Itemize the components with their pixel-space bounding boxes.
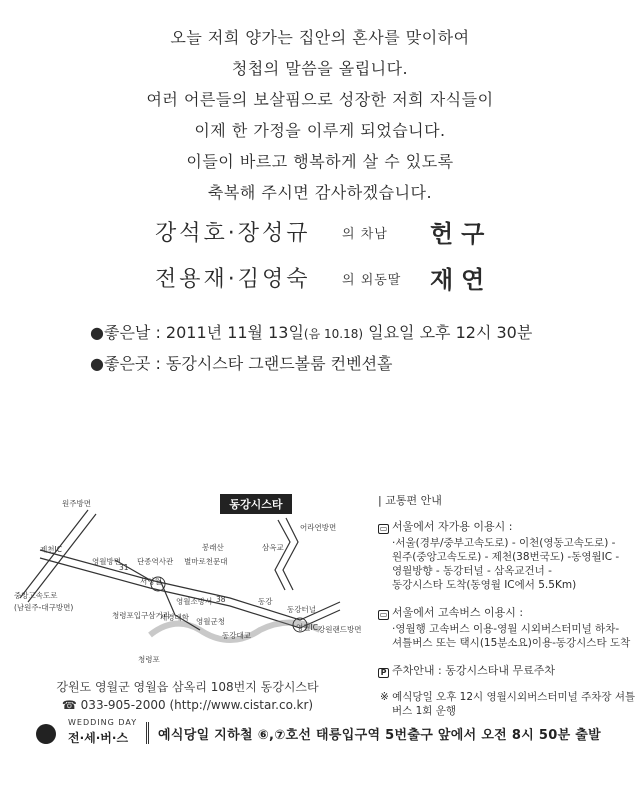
shuttle-note: ※ 예식당일 오후 12시 영월시외버스터미널 주차장 셔틀버스 1회 운행 <box>380 691 636 717</box>
date-label: 좋은날 : 2011년 11월 13일 <box>104 323 304 342</box>
map-label: 청령포 <box>138 655 160 664</box>
greeting-line: 이제 한 가정을 이루게 되었습니다. <box>194 121 446 140</box>
car-line: 동강시스타 도착(동영월 IC에서 5.5Km) <box>392 579 577 591</box>
bus-section <box>378 604 640 650</box>
parking-section <box>378 662 640 678</box>
bride-parents: 전용재·김영숙 <box>155 267 311 292</box>
greeting-line: 이들이 바르고 행복하게 살 수 있도록 <box>186 152 454 171</box>
map-label: 영월방면 <box>92 557 121 566</box>
bus-head <box>378 604 640 620</box>
map-label: 동강대교 <box>222 631 251 640</box>
bullet-icon: ● <box>90 354 104 373</box>
highway-2 <box>28 514 96 602</box>
divider <box>146 722 149 744</box>
venue-label: 동강시스타 <box>229 498 283 511</box>
map-label: 청령포입구삼거리 <box>112 611 170 620</box>
highway-1 <box>20 510 88 598</box>
map-label: 서영월 <box>140 577 162 586</box>
car-head <box>378 518 640 534</box>
map-label: 동강터널 <box>287 605 316 614</box>
map-label: 강원랜드방면 <box>318 625 362 634</box>
map-label: 세경대학 <box>160 613 189 622</box>
map-label: 영월IC <box>296 623 318 632</box>
parking-text: 주차안내 : 동강시스타내 무료주차 <box>392 664 555 677</box>
map-label: 어라연방면 <box>300 523 337 532</box>
greeting-message <box>0 22 640 208</box>
transport-guide <box>378 492 640 718</box>
bride-relation: 의 외동딸 <box>342 273 402 288</box>
bus-head-text: 서울에서 고속버스 이용시 : <box>392 606 524 619</box>
map-label: 영월군청 <box>196 617 225 626</box>
sun-logo-icon <box>36 724 56 744</box>
car-icon: ▭ <box>379 524 388 533</box>
charter-bus-banner <box>36 718 616 748</box>
groom-relation: 의 차남 <box>342 227 388 242</box>
event-info <box>90 318 532 378</box>
bride-name: 재연 <box>430 266 493 294</box>
date-lunar: (음 10.18) <box>303 327 364 341</box>
map-label: 원주방면 <box>62 499 91 508</box>
map-label: 단종역사관 <box>137 557 174 566</box>
bus-icon: ▭ <box>379 610 388 619</box>
map-label: 봉래산 <box>202 543 224 552</box>
greeting-line: 여러 어른들의 보살핌으로 성장한 저희 자식들이 <box>146 90 494 109</box>
car-line: 영월방향 - 동강터널 - 삼옥교건너 - <box>392 565 552 577</box>
car-section <box>378 518 640 592</box>
bus-line: 셔틀버스 또는 택시(15분소요)이용-동강시스타 도착 <box>392 637 631 649</box>
venue-contact: ☎ 033-905-2000 (http://www.cistar.co.kr) <box>61 698 314 712</box>
car-line: 원주(중앙고속도로) - 제천(38번국도) -동영월IC - <box>392 551 620 563</box>
place-label: 좋은곳 : 동강시스타 그랜드볼룸 컨벤션홀 <box>104 354 393 373</box>
greeting-line: 청첩의 말씀을 올립니다. <box>231 59 409 78</box>
location-map <box>0 480 375 670</box>
wedding-day-label: WEDDING DAY <box>68 718 138 727</box>
venue-road-edge <box>283 518 298 590</box>
map-label: 제천IC <box>40 545 62 554</box>
parking-head <box>378 662 640 678</box>
greeting-line: 오늘 저희 양가는 집안의 혼사를 맞이하여 <box>170 28 470 47</box>
map-label: 삼옥교 <box>262 543 284 552</box>
groom-parents: 강석호·장성규 <box>155 221 311 246</box>
map-label: 38 <box>216 595 226 604</box>
place-row <box>90 349 532 378</box>
bride-row <box>0 258 640 298</box>
venue-address: 강원도 영월군 영월읍 삼옥리 108번지 동강시스타 <box>56 680 319 694</box>
bus-line: ·영월행 고속버스 이용-영월 시외버스터미널 하차- <box>392 623 620 635</box>
main-road-edge <box>40 558 340 628</box>
map-label: 31 <box>119 563 129 572</box>
charter-bus-label: 전·세·버·스 <box>68 731 129 745</box>
date-time: 일요일 오후 12시 30분 <box>363 323 533 342</box>
car-line: ·서울(경부/중부고속도로) - 이천(영동고속도로) - <box>392 537 616 549</box>
groom-row <box>0 212 640 252</box>
map-label: 별마로천문대 <box>184 557 228 566</box>
parking-icon: P <box>378 668 389 678</box>
charter-bus-text: 예식당일 지하철 ⑥,⑦호선 태릉입구역 5번출구 앞에서 오전 8시 50분 출발 <box>158 728 601 743</box>
greeting-line: 축복해 주시면 감사하겠습니다. <box>207 183 433 202</box>
transport-title: | 교통편 안내 <box>378 494 442 507</box>
address-block <box>0 678 375 714</box>
date-row <box>90 318 532 349</box>
map-label: 중앙고속도로 <box>14 591 58 600</box>
transport-title-text: 교통편 안내 <box>385 494 442 507</box>
map-label: 영월소방서 <box>176 597 213 606</box>
map-label: 동강 <box>258 597 273 606</box>
car-head-text: 서울에서 자가용 이용시 : <box>392 520 513 533</box>
bullet-icon: ● <box>90 323 104 342</box>
groom-name: 헌구 <box>430 220 493 248</box>
map-label: (남원주-대구방면) <box>14 603 74 612</box>
